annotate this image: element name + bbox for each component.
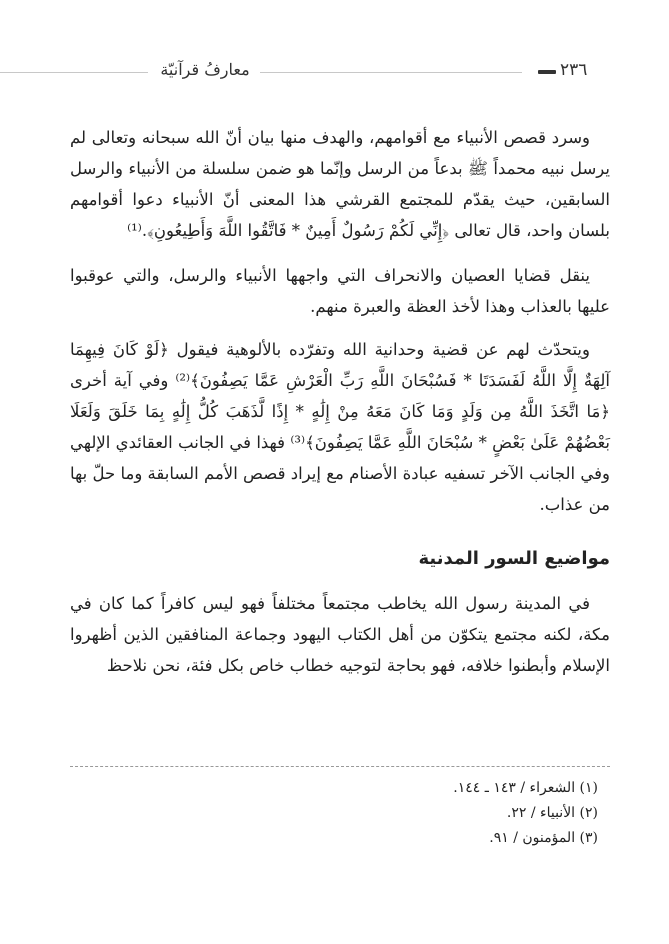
paragraph-4: في المدينة رسول الله يخاطب مجتمعاً مختلفاً فهو ليس كافراً كما كان في مكة، لكنه مجتمع يتكوّن من أهل الكتاب اليهود وجماعة المنافقين الذين أظهروا الإسلام وأبطنوا خلافه، فهو بحاجة لتوجيه خطاب خاص بكل فئة، نحن نلاحظ bbox=[70, 594, 610, 675]
main-text bbox=[70, 122, 610, 681]
page-header bbox=[0, 58, 669, 88]
paragraph-3: ويتحدّث لهم عن قضية وحدانية الله وتفرّده بالألوهية فيقول ﴿لَوْ كَانَ فِيهِمَا آلِهَةٌ إِلَّا اللَّهُ لَفَسَدَتَا * فَسُبْحَانَ اللَّهِ رَبِّ الْعَرْشِ عَمَّا يَصِفُونَ﴾⁽²⁾ وفي آية أخرى ﴿مَا اتَّخَذَ اللَّهُ مِن وَلَدٍ وَمَا كَانَ مَعَهُ مِنْ إِلَٰهٍ * إِذًا لَّذَهَبَ كُلُّ إِلَٰهٍ بِمَا خَلَقَ وَلَعَلَا بَعْضُهُمْ عَلَىٰ بَعْضٍ * سُبْحَانَ اللَّهِ عَمَّا يَصِفُونَ﴾⁽³⁾ فهذا في الجانب العقائدي الإلهي وفي الجانب الآخر تسفيه عبادة الأصنام مع إيراد قصص الأمم السابقة وما حلّ بها من عذاب. bbox=[70, 340, 611, 514]
paragraph-1: وسرد قصص الأنبياء مع أقوامهم، والهدف منها بيان أنّ الله سبحانه وتعالى لم يرسل نبيه محمداً ﷺ بدعاً من الرسل وإنّما هو ضمن سلسلة من الأنبياء والرسل السابقين، حيث يقدّم للمجتمع القرشي هذا المعنى أنّ الأنبياء دعوا أقوامهم بلسان واحد، قال تعالى ﴿إِنِّي لَكُمْ رَسُولٌ أَمِينٌ * فَاتَّقُوا اللَّهَ وَأَطِيعُونِ﴾.⁽¹⁾ bbox=[70, 128, 610, 240]
page-number-marker bbox=[538, 70, 556, 74]
header-rule-left bbox=[0, 72, 148, 73]
footnote-1: (١) الشعراء / ١٤٣ ـ ١٤٤. bbox=[453, 780, 598, 796]
footnotes bbox=[70, 776, 598, 851]
header-rule-right bbox=[260, 72, 522, 73]
paragraph-2: ينقل قضايا العصيان والانحراف التي واجهها الأنبياء والرسل، والتي عوقبوا عليها بالعذاب وهذا لأخذ العظة والعبرة منهم. bbox=[70, 266, 610, 316]
footnote-divider bbox=[70, 766, 610, 767]
section-heading: مواضيع السور المدنية bbox=[418, 548, 610, 569]
footnote-2: (٢) الأنبياء / ٢٢. bbox=[506, 805, 598, 821]
footnote-3: (٣) المؤمنون / ٩١. bbox=[489, 830, 598, 846]
page-number: ٢٣٦ bbox=[560, 60, 588, 80]
book-title: معارفُ قرآنيّة bbox=[160, 60, 250, 79]
